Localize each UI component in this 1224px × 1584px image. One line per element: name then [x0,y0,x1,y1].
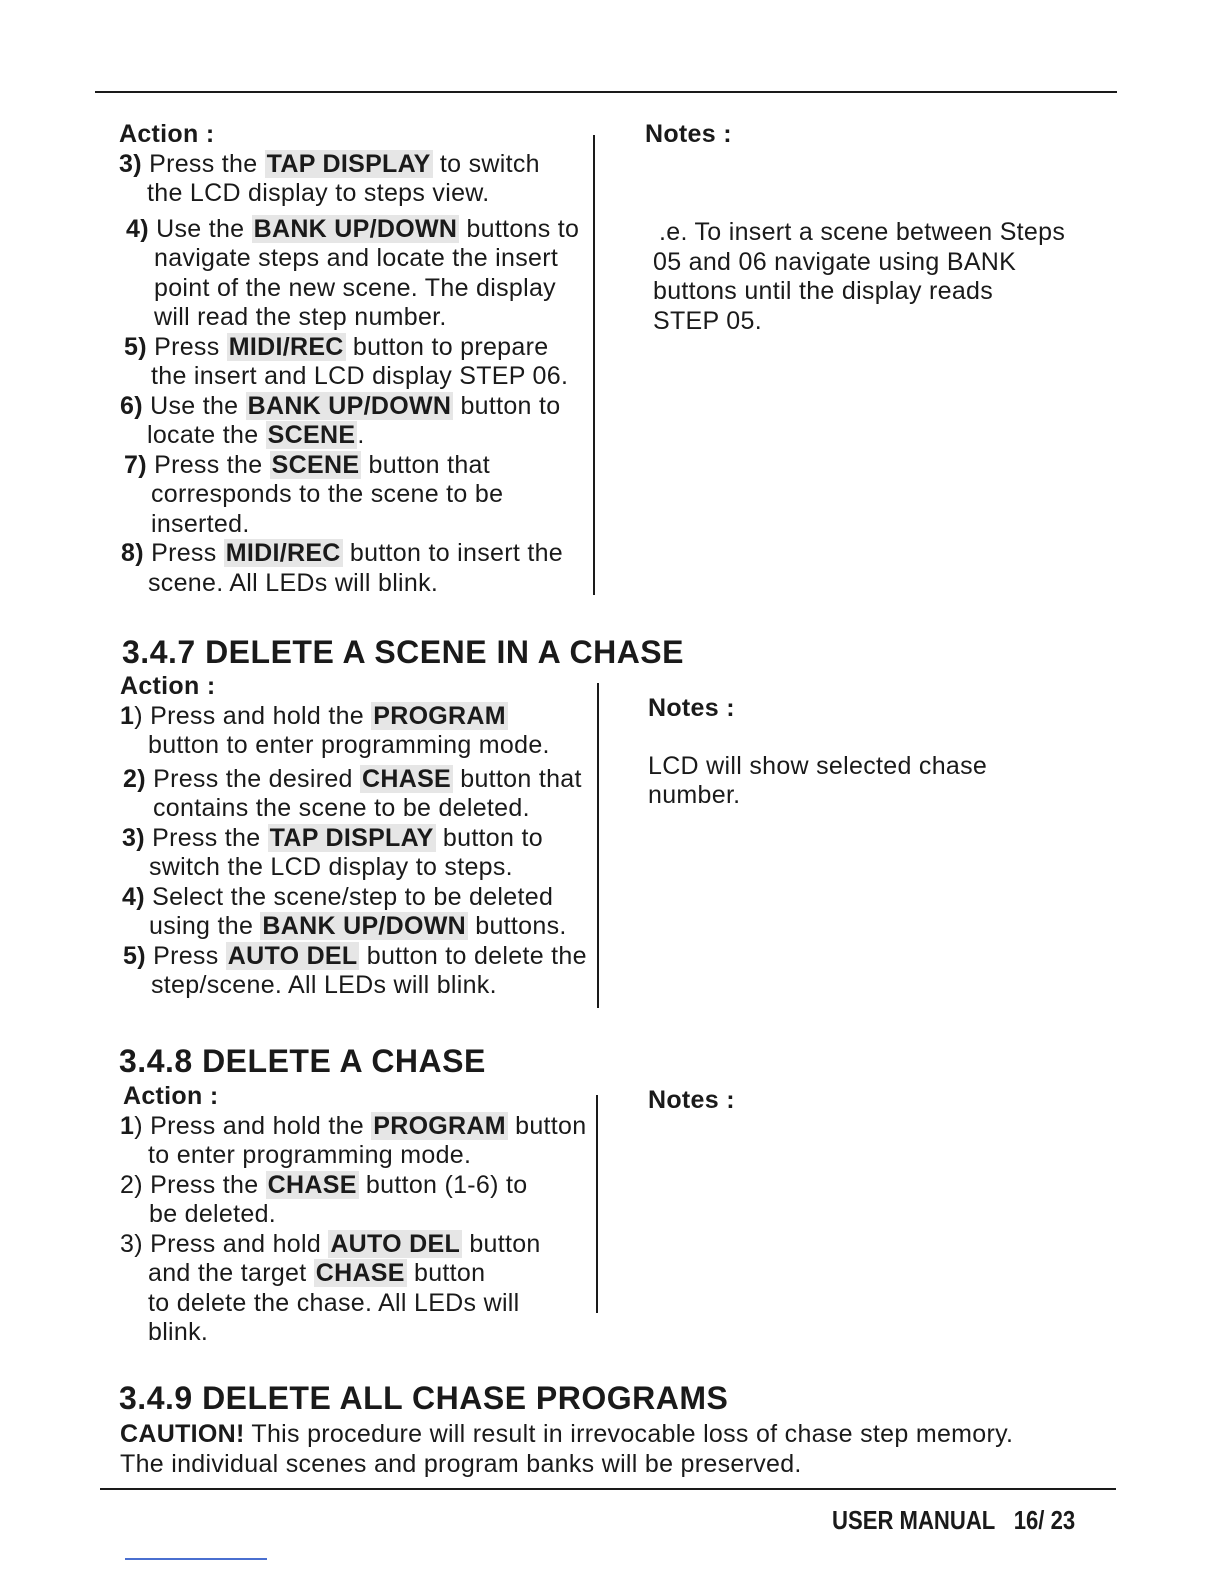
s347-step-1-cont: button to enter programming mode. [148,731,550,759]
step-text: button (1-6) to [365,1170,528,1199]
step-text: Press [154,332,220,361]
step-number: 1 [120,701,135,730]
action-label: Action : [119,120,215,148]
s348-step-2 [120,1171,586,1201]
step-7-cont-1: corresponds to the scene to be [151,480,504,508]
section-title-349: 3.4.9 DELETE ALL CHASE PROGRAMS [119,1380,729,1416]
step-number: 1 [120,1111,135,1140]
note-line: buttons until the display reads [653,277,994,305]
step-number: 5) [123,941,146,970]
top-action-column [119,120,579,598]
step-text: Press and hold [150,1229,322,1258]
step-5-cont: the insert and LCD display STEP 06. [151,362,569,390]
step-number-suffix: ) [134,701,143,730]
action-label: Action : [123,1082,219,1110]
s348-notes-column [648,1086,735,1116]
key-auto-del: AUTO DEL [330,1229,461,1258]
step-6-cont [119,421,579,451]
step-text: Use the [150,391,239,420]
step-6 [119,392,579,422]
key-scene: SCENE [267,421,356,449]
step-text: buttons. [475,912,567,940]
key-bank-up-down: BANK UP/DOWN [253,214,458,243]
key-scene: SCENE [271,450,360,479]
step-text: Select the scene/step to be deleted [152,882,554,911]
step-4 [119,215,579,245]
step-text: . [357,421,365,449]
step-4-cont-1: navigate steps and locate the insert [154,244,559,272]
step-number: 2) [123,764,146,793]
step-8 [119,539,579,569]
step-text: Press the [149,149,258,178]
step-8-cont: scene. All LEDs will blink. [148,568,439,597]
top-rule [95,91,1117,93]
step-number: 5) [124,332,147,361]
action-label: Action : [120,672,216,700]
top-notes-text [653,218,1065,336]
s347-action-column [120,672,587,1001]
step-4-cont-2: point of the new scene. The display [154,273,556,302]
s348-step-3-cont-2: to delete the chase. All LEDs will [148,1288,520,1317]
notes-label: Notes : [645,120,732,148]
top-notes-column [645,120,732,150]
s347-step-4 [120,883,587,913]
step-text: button [414,1259,486,1287]
key-bank-up-down: BANK UP/DOWN [247,391,452,420]
step-text: Press the [152,823,261,852]
caution-line-2: The individual scenes and program banks will be preserved. [120,1449,802,1478]
step-text: to switch [439,149,540,178]
s347-step-3-cont: switch the LCD display to steps. [149,853,513,881]
column-divider [593,135,595,595]
note-line: STEP 05. [653,306,762,335]
step-5 [119,333,579,363]
step-3 [119,150,579,180]
step-text: button [469,1229,541,1258]
key-tap-display: TAP DISPLAY [269,823,434,852]
key-chase: CHASE [362,764,452,793]
note-line: LCD will show selected chase [648,751,988,780]
step-text: Press [151,539,217,567]
step-text: and the target [148,1259,314,1287]
caution-text: This procedure will result in irrevocable loss of chase step memory. [251,1420,1014,1448]
s347-step-5-cont: step/scene. All LEDs will blink. [151,971,497,999]
step-number: 3) [119,149,142,178]
s347-step-3 [120,824,587,854]
s347-notes-column [648,694,987,811]
s347-step-1 [120,702,587,732]
key-tap-display: TAP DISPLAY [266,149,431,178]
s347-step-2 [120,765,587,795]
step-number-suffix: ) [134,1111,143,1140]
step-text: button to prepare [352,332,549,361]
step-text: button that [460,764,582,793]
note-line: 05 and 06 navigate using BANK [653,247,1017,276]
caution-line-1 [120,1420,1013,1450]
step-7-cont-2: inserted. [151,509,250,538]
key-chase: CHASE [315,1259,405,1287]
key-bank-up-down: BANK UP/DOWN [262,912,467,940]
notes-label: Notes : [648,1086,735,1114]
step-text: Press the [150,1170,259,1199]
caution-label: CAUTION! [120,1420,245,1448]
key-auto-del: AUTO DEL [227,941,358,970]
s348-step-3-cont-1 [120,1259,586,1289]
step-number: 8) [121,539,144,567]
step-text: button [515,1111,587,1140]
note-line: .e. To insert a scene between Steps [659,218,1066,246]
s348-step-3-cont-3: blink. [148,1318,209,1346]
step-text: locate the [147,421,259,449]
column-divider [596,1095,598,1313]
step-text: button to delete the [366,941,587,970]
step-text: Press the [154,450,263,479]
key-program: PROGRAM [373,1111,506,1140]
s347-step-5 [120,942,587,972]
section-title-347: 3.4.7 DELETE A SCENE IN A CHASE [122,634,684,670]
step-text: Use the [156,214,245,243]
key-chase: CHASE [267,1170,357,1199]
step-7 [119,451,579,481]
step-number: 4) [126,214,149,243]
step-number: 3) [120,1229,143,1258]
key-program: PROGRAM [373,701,506,730]
page-number: 16/ 23 [1013,1505,1076,1535]
key-midi-rec: MIDI/REC [228,332,344,361]
step-text: Press and hold the [150,1111,364,1140]
footer-label: USER MANUAL [832,1505,996,1535]
s348-step-1 [120,1112,586,1142]
note-line: number. [648,781,741,809]
step-number: 4) [122,882,145,911]
step-text: Press the desired [153,764,353,793]
step-text: button that [368,450,490,479]
step-number: 3) [122,823,145,852]
notes-label: Notes : [648,694,735,722]
s347-step-4-cont [120,912,587,942]
footer [832,1505,1075,1536]
step-number: 6) [120,391,143,420]
step-3-cont: the LCD display to steps view. [147,179,490,207]
column-divider [597,683,599,1008]
bottom-rule [100,1488,1116,1490]
step-number: 2) [120,1170,143,1199]
step-text: button to insert the [349,539,563,567]
caution-block [120,1420,1013,1479]
s348-step-2-cont: be deleted. [149,1200,277,1228]
key-midi-rec: MIDI/REC [225,539,341,567]
step-number: 7) [124,450,147,479]
step-4-cont-3: will read the step number. [154,303,447,331]
decorative-underline [125,1558,267,1560]
step-text: using the [149,912,261,940]
s348-action-column [120,1082,586,1348]
step-text: buttons to [466,214,580,243]
s348-step-3 [120,1230,586,1260]
s348-step-1-cont: to enter programming mode. [148,1141,472,1169]
step-text: Press [153,941,219,970]
s347-step-2-cont: contains the scene to be deleted. [153,794,530,822]
section-title-348: 3.4.8 DELETE A CHASE [119,1043,486,1079]
step-text: button to [442,823,543,852]
step-text: Press and hold the [150,701,364,730]
step-text: button to [460,391,561,420]
